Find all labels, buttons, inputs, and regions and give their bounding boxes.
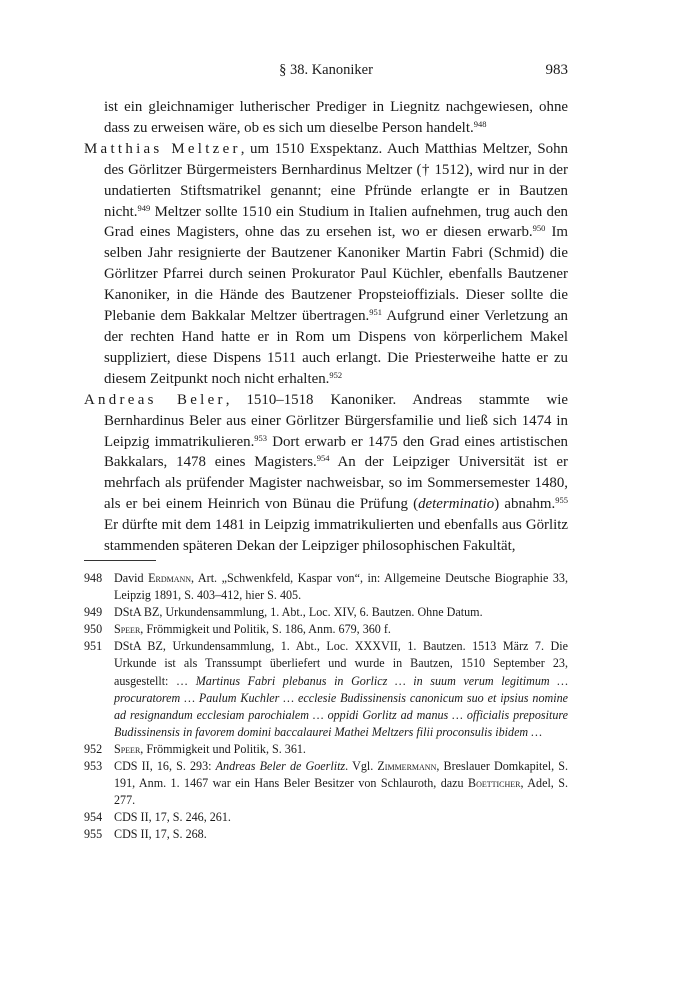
entry-andreas-beler: Andreas Beler, 1510–1518 Kanoniker. Andreas stammte wie Bernhardinus Beler aus einer Görlitzer Bürgersfamilie und ließ sich 1474 in Leipzig immatrikulieren.$^{953}$ Dort erwarb er 1475 den Grad eines artistischen Bakkalars, 1478 eines Magisters.$^{954}$ An der Leipziger Universität ist er mehrfach als prüfender Magister nachweisbar, so im Sommersemester 1480, als er bei einem Heinrich von Bünau die Prüfung (determinatio) abnahm.$^{955}$ Er dürfte mit dem 1481 in Leipzig immatrikulierten und ebenfalls aus Görlitz stammenden späteren Dekan der Leipziger philosophischen Fakultät, <box>84 391 568 555</box>
footnotes <box>84 570 568 844</box>
entry-name: Matthias Meltzer <box>84 140 241 157</box>
footnote-953: 953 CDS II, 16, S. 293: Andreas Beler de Goerlitz. Vgl. Zimmermann, Breslauer Domkapitel, S. 191, Anm. 1. 1467 war ein Hans Beler Besitzer von Schlauroth, dazu Boetticher, Adel, S. 277. <box>84 759 568 808</box>
running-title: § 38. Kanoniker <box>279 62 373 78</box>
paragraph-continuation: ist ein gleichnamiger lutherischer Prediger in Liegnitz nachgewiesen, ohne dass zu erweisen wäre, ob es sich um dieselbe Person handelt.$^{948}$ <box>104 99 568 136</box>
footnote-ref[interactable]: 948 <box>473 118 487 129</box>
footnote-ref[interactable]: 955 <box>555 495 568 506</box>
footnote-separator <box>84 560 156 561</box>
footnote-955: 955 CDS II, 17, S. 268. <box>84 827 207 842</box>
footnote-ref[interactable]: 951 <box>369 307 382 318</box>
footnote-ref[interactable]: 954 <box>316 453 330 464</box>
footnote-950: 950 Speer, Frömmigkeit und Politik, S. 186, Anm. 679, 360 f. <box>84 622 391 637</box>
footnote-ref[interactable]: 952 <box>329 369 343 380</box>
footnote-ref[interactable]: 953 <box>254 432 268 443</box>
footnote-ref[interactable]: 950 <box>532 223 546 234</box>
entry-matthias-meltzer: Matthias Meltzer, um 1510 Exspektanz. Auch Matthias Meltzer, Sohn des Görlitzer Bürgermeisters Bernhardinus Meltzer († 1512), wird nur in der undatierten Stiftsmatrikel genannt; eine Pfründe erlangte er in Bautzen nicht.$^{949}$ Meltzer sollte 1510 ein Studium in Italien aufnehmen, trug auch den Grad eines Magisters, ohne das zu ersehen ist, wo er diesen erwarb.$^{950}$ Im selben Jahr resignierte der Bautzener Kanoniker Martin Fabri (Schmid) die Görlitzer Pfarrei durch seinen Prokurator Paul Küchler, ebenfalls Bautzener Kanoniker, in die Hände des Bautzener Propsteioffizials. Dieser sollte die Plebanie dem Bakkalar Meltzer übertragen.$^{951}$ Aufgrund einer Verletzung an der rechten Hand hatte er in Rom um Dispens von körperlichem Makel suppliziert, diese Dispens 1511 auch erlangt. Die Priesterweihe hatte er zu diesem Zeitpunkt noch nicht erhalten.$^{952}$ <box>84 140 568 387</box>
footnote-954: 954 CDS II, 17, S. 246, 261. <box>84 810 231 825</box>
running-header <box>84 62 568 82</box>
footnote-951: 951 DStA BZ, Urkundensammlung, 1. Abt., Loc. XXXVII, 1. Bautzen. 1513 März 7. Die Urkunde ist als Transsumpt überliefert und wurde in Bautzen, 1510 September 23, ausgestellt: … Martinus Fabri plebanus in Gorlicz … in suum verum legitimum … procuratorem … Paulum Kuchler … ecclesie Budissinensis canonicum suo et ipsius nomine ad resignandum ecclesiam parochialem … oppidi Gorlitz ad manus … officialis prepositure Budissinensis in favorem domini baccalaurei Mathei Meltzers filii proconsulis ibidem … <box>84 639 568 739</box>
footnote-ref[interactable]: 949 <box>137 202 151 213</box>
page-number: 983 <box>545 62 568 78</box>
footnote-948: 948 David Erdmann, Art. „Schwenkfeld, Kaspar von“, in: Allgemeine Deutsche Biographie 33, Leipzig 1891, S. 403–412, hier S. 405. <box>84 571 568 603</box>
footnote-949: 949 DStA BZ, Urkundensammlung, 1. Abt., Loc. XIV, 6. Bautzen. Ohne Datum. <box>84 605 483 620</box>
footnote-952: 952 Speer, Frömmigkeit und Politik, S. 361. <box>84 741 306 756</box>
entry-name: Andreas Beler <box>84 391 226 408</box>
main-text <box>84 97 568 557</box>
